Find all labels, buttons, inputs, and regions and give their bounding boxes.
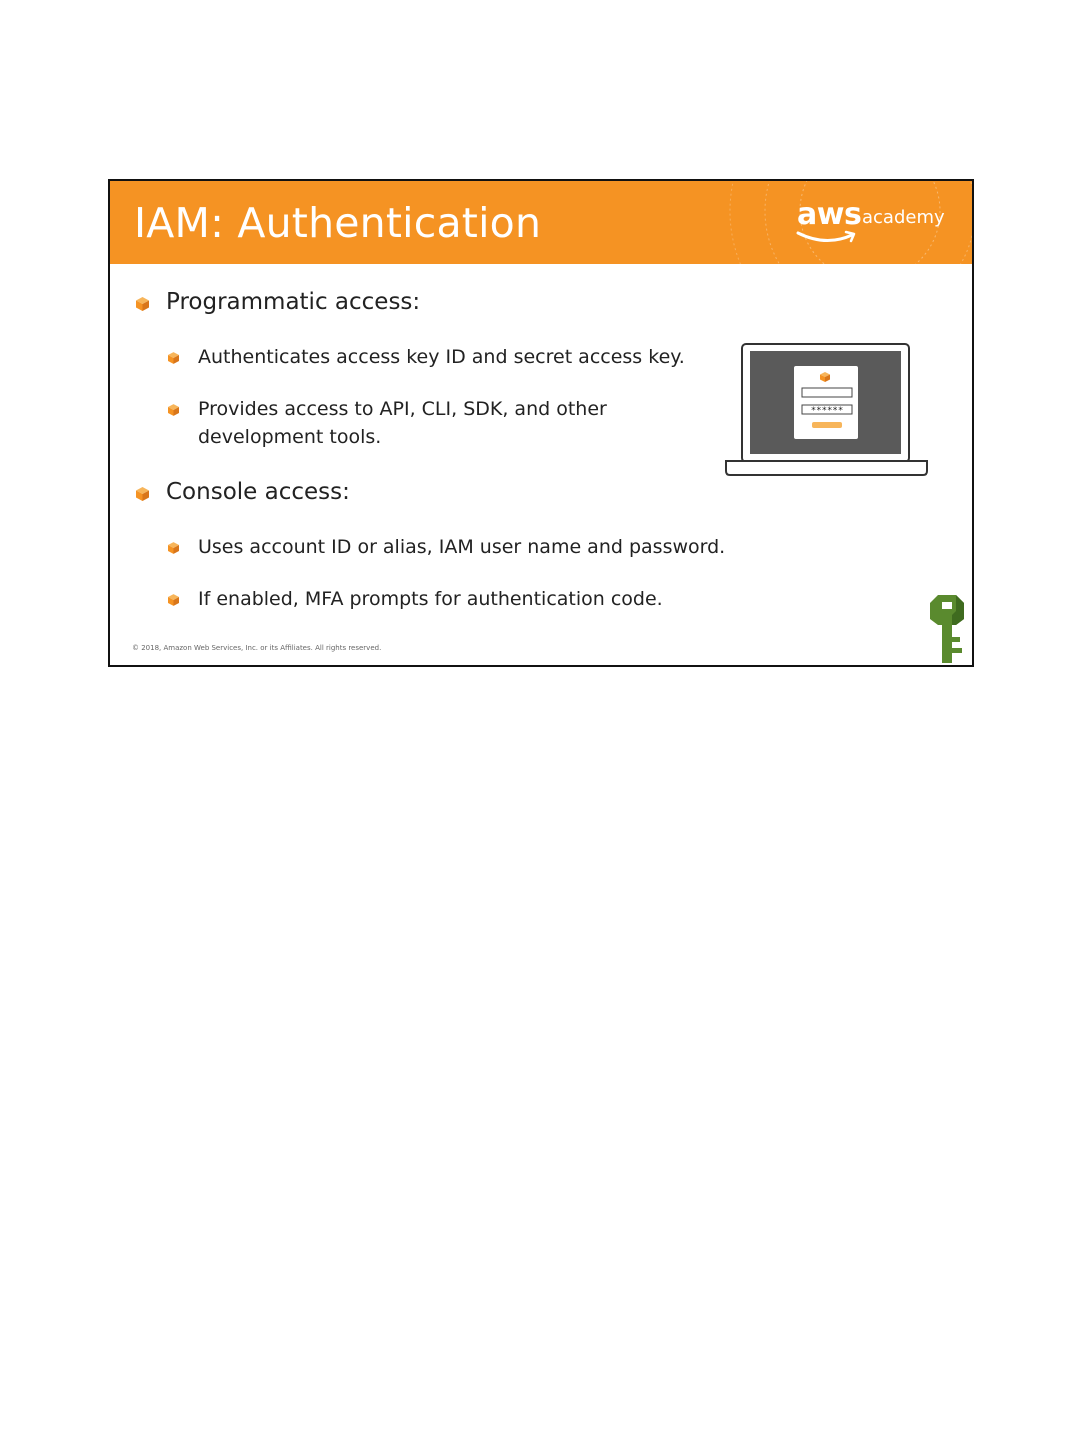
- logo-academy-text: academy: [862, 207, 945, 228]
- slide-header: [110, 181, 972, 264]
- cube-bullet-icon: [136, 487, 149, 501]
- bullet-text-continued: development tools.: [198, 426, 382, 448]
- copyright-footer: © 2018, Amazon Web Services, Inc. or its Affiliates. All rights reserved.: [132, 644, 382, 652]
- slide-title: IAM: Authentication: [134, 199, 542, 247]
- cube-bullet-icon: [168, 404, 179, 416]
- slide: [108, 179, 974, 667]
- aws-smile-icon: [796, 229, 860, 247]
- bullet-text: Provides access to API, CLI, SDK, and other: [198, 398, 607, 420]
- cube-bullet-icon: [136, 297, 149, 311]
- password-mask: ******: [810, 406, 844, 416]
- bullet-text: If enabled, MFA prompts for authentication code.: [198, 588, 663, 610]
- cube-bullet-icon: [168, 542, 179, 554]
- aws-logo-icon: [792, 197, 952, 257]
- bullet-text: Uses account ID or alias, IAM user name and password.: [198, 536, 726, 558]
- section-heading: Programmatic access:: [166, 289, 421, 315]
- bullet-text: Authenticates access key ID and secret access key.: [198, 346, 685, 368]
- laptop-login-icon: [724, 341, 929, 481]
- section-heading: Console access:: [166, 479, 350, 505]
- cube-bullet-icon: [168, 352, 179, 364]
- logo-aws-text: aws: [797, 197, 862, 232]
- iam-key-icon: [928, 593, 966, 663]
- cube-bullet-icon: [168, 594, 179, 606]
